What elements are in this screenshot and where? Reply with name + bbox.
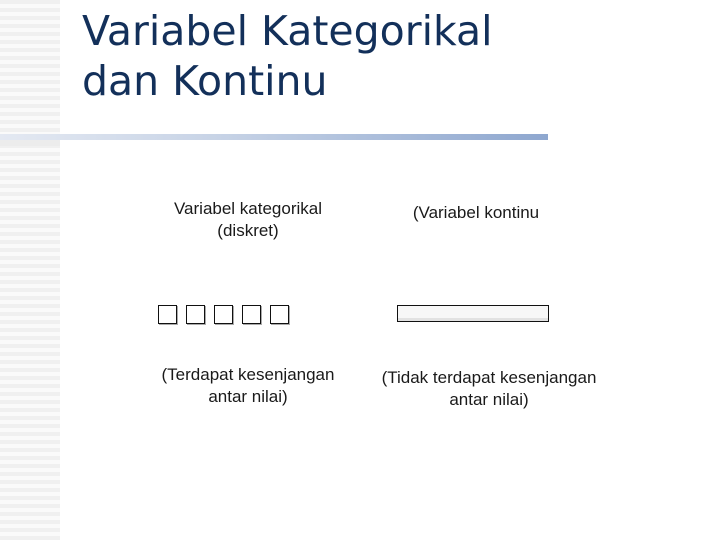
discrete-box (214, 305, 233, 324)
slide-title: Variabel Kategorikal dan Kontinu (82, 7, 493, 105)
categorical-heading: Variabel kategorikal (diskret) (173, 199, 323, 240)
categorical-caption: (Terdapat kesenjangan antar nilai) (161, 365, 335, 406)
continuous-bar (397, 305, 549, 322)
discrete-box (270, 305, 289, 324)
divider-band (0, 140, 60, 146)
continuous-caption: (Tidak terdapat kesenjangan antar nilai) (381, 368, 597, 409)
discrete-box (158, 305, 177, 324)
discrete-box (186, 305, 205, 324)
discrete-box (242, 305, 261, 324)
title-divider (0, 134, 548, 140)
discrete-boxes (158, 305, 289, 324)
decorative-stripes (0, 0, 60, 540)
continuous-heading: (Variabel kontinu (412, 203, 540, 222)
